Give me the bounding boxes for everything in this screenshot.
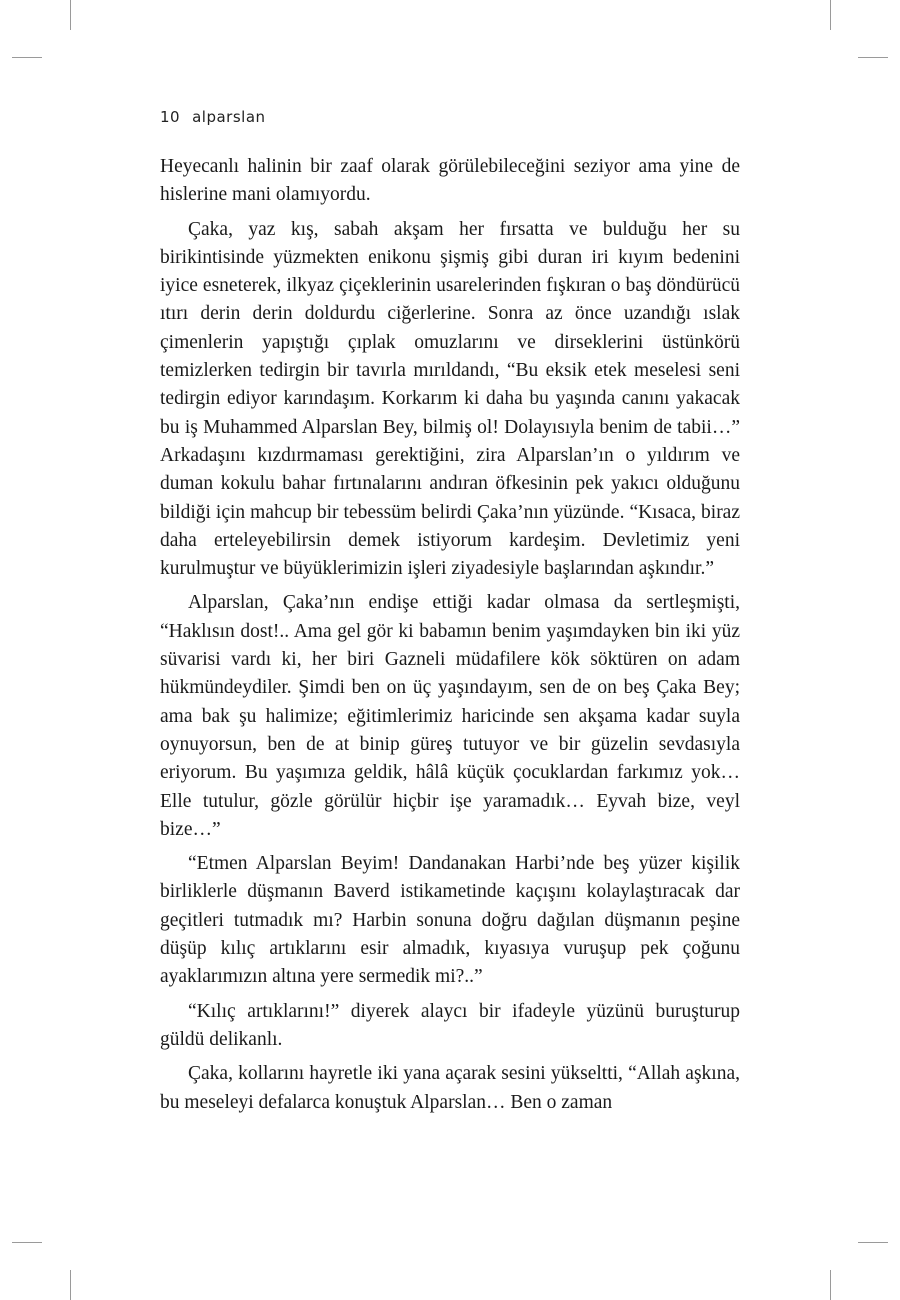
crop-mark (858, 57, 888, 58)
paragraph: Alparslan, Çaka’nın endişe ettiği kadar olmasa da sertleşmişti, “Haklısın dost!.. Ama gel gör ki babamın benim yaşımdayken bin iki yüz süvarisi vardı ki, her biri Gazneli müdafilere kök söktüren on adam hükmündeydiler. Şimdi ben on üç yaşındayım, sen de on beş Çaka Bey; ama bak şu halimize; eğitimlerimiz haricinde sen akşama kadar suyla oynuyorsun, ben de at binip güreş tutuyor ve bir güzelin sevdasıyla eriyorum. Bu yaşımıza geldik, hâlâ küçük çocuklardan farkımız yok… Elle tutulur, gözle görülür hiçbir işe yaramadık… Eyvah bize, veyl bize…” (160, 592, 740, 840)
page-number: 10 (160, 108, 181, 126)
paragraph: Heyecanlı halinin bir zaaf olarak görülebileceğini seziyor ama yine de hislerine mani olamıyordu. (160, 156, 740, 206)
crop-mark (12, 1242, 42, 1243)
body-text (160, 153, 740, 1123)
crop-mark (70, 0, 71, 30)
crop-mark (858, 1242, 888, 1243)
crop-mark (830, 0, 831, 30)
paragraph: Çaka, yaz kış, sabah akşam her fırsatta ve bulduğu her su birikintisinde yüzmekten enikonu şişmiş gibi duran iri kıyım bedenini iyice esneterek, ilkyaz çiçeklerinin usarelerinden fışkıran o baş döndürücü ıtırı derin derin doldurdu ciğerlerine. Sonra az önce uzandığı ıslak çimenlerin yapıştığı çıplak omuzlarını ve dirseklerini üstünkörü temizlerken tedirgin bir tavırla mırıldandı, “Bu eksik etek meselesi seni tedirgin ediyor karındaşım. Korkarım ki daha bu yaşında canını yakacak bu iş Muhammed Alparslan Bey, bilmiş ol! Dolayısıyla benim de tabii…” Arkadaşını kızdırmaması gerektiğini, zira Alparslan’ın o yıldırım ve duman kokulu bahar fırtınalarını andıran öfkesinin pek yakıcı olduğunu bildiği için mahcup bir tebessüm belirdi Çaka’nın yüzünde. “Kısaca, biraz daha erteleyebilirsin demek istiyorum kardeşim. Devletimiz yeni kurulmuştur ve büyüklerimizin işleri ziyadesiyle başlarından aşkındır.” (160, 218, 740, 580)
paragraph: Çaka, kollarını hayretle iki yana açarak sesini yükseltti, “Allah aşkına, bu meseleyi defalarca konuştuk Alparslan… Ben o zaman (160, 1063, 740, 1113)
running-head (160, 108, 266, 126)
running-title: alparslan (192, 108, 266, 126)
paragraph: “Kılıç artıklarını!” diyerek alaycı bir ifadeyle yüzünü buruşturup güldü delikanlı. (160, 1000, 740, 1050)
crop-mark (12, 57, 42, 58)
paragraph: “Etmen Alparslan Beyim! Dandanakan Harbi’nde beş yüzer kişilik birliklerle düşmanın Baverd istikametinde kaçışını kolaylaştıracak dar geçitleri tutmadık mı? Harbin sonuna doğru dağılan düşmanın peşine düşüp kılıç artıklarını esir almadık, kıyasıya vuruşup pek çoğunu ayaklarımızın altına yere sermedik mi?..” (160, 853, 740, 988)
crop-mark (830, 1270, 831, 1300)
crop-mark (70, 1270, 71, 1300)
